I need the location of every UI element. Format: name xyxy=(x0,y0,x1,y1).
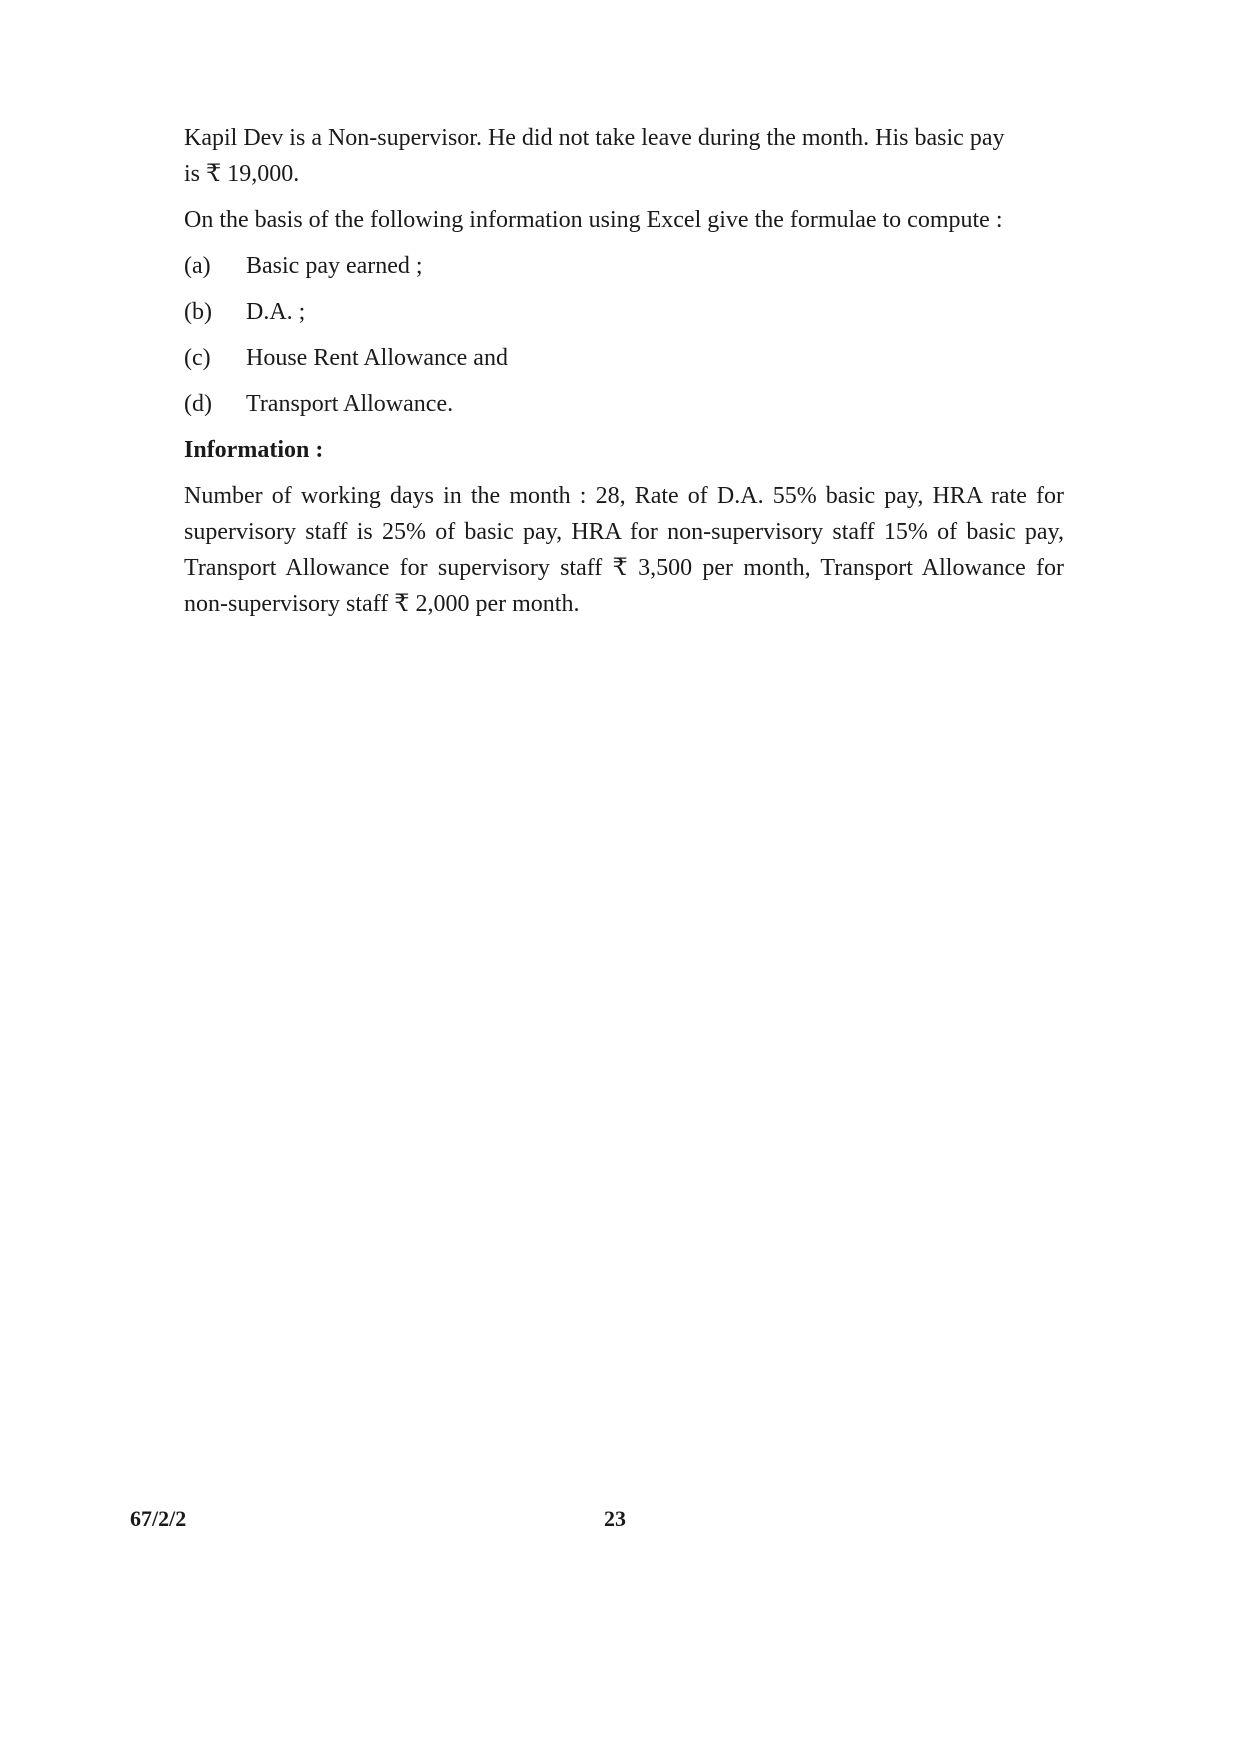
list-marker: (a) xyxy=(184,253,211,279)
intro-line-2: is ₹ 19,000. xyxy=(184,161,300,187)
question-intro xyxy=(184,120,1064,192)
list-item xyxy=(184,248,1064,284)
page-number: 23 xyxy=(604,1506,626,1531)
list-item xyxy=(184,386,1064,422)
list-item xyxy=(184,294,1064,330)
list-marker: (c) xyxy=(184,345,211,371)
sub-question-list xyxy=(184,248,1064,422)
list-item-text: D.A. ; xyxy=(246,299,306,325)
information-text: Number of working days in the month : 28, Rate of D.A. 55% basic pay, HRA rate for supervisory staff is 25% of basic pay, HRA for non-supervisory staff 15% of basic pay, Transport Allowance for supervisory staff ₹ 3,500 per month, Transport Allowance for non-supervisory staff ₹ 2,000 per month. xyxy=(184,483,1064,617)
question-instruction: On the basis of the following information using Excel give the formulae to compute : xyxy=(184,207,1003,233)
list-item-text: Transport Allowance. xyxy=(246,391,454,417)
question-content xyxy=(184,120,1064,632)
list-item-text: Basic pay earned ; xyxy=(246,253,423,279)
list-marker: (d) xyxy=(184,391,212,417)
information-heading: Information : xyxy=(184,437,324,463)
paper-code: 67/2/2 xyxy=(130,1506,187,1531)
intro-line-1: Kapil Dev is a Non-supervisor. He did not take leave during the month. His basic pay xyxy=(184,125,1005,151)
list-marker: (b) xyxy=(184,299,212,325)
list-item-text: House Rent Allowance and xyxy=(246,345,508,371)
list-item xyxy=(184,340,1064,376)
